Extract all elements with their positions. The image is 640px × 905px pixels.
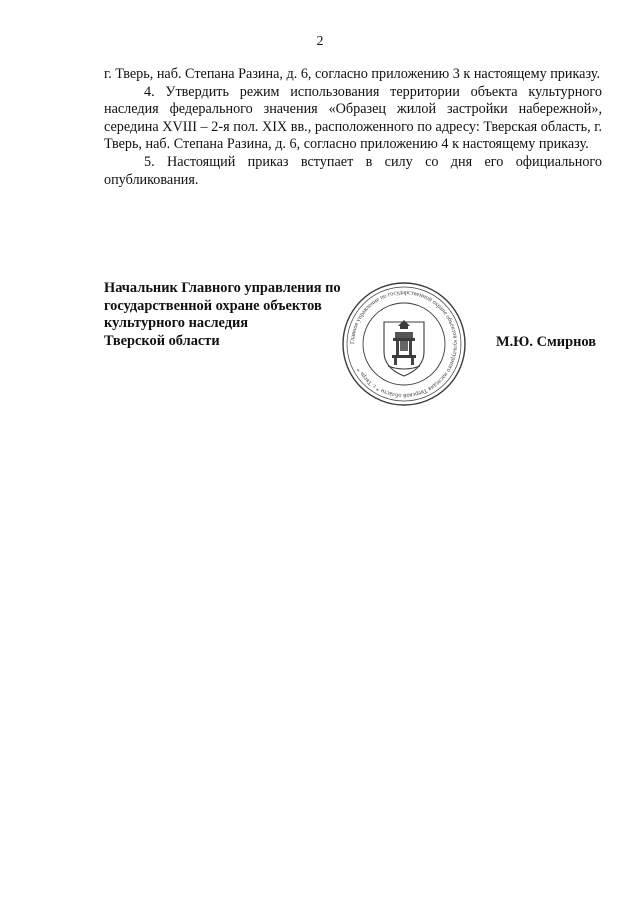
paragraph-item-4: 4. Утвердить режим использования территории объекта культурного наследия федерального значения «Образец жилой застройки набережной», середина XVIII – 2-я пол. XIX вв., расположенного по адресу: Тверская область, г. Тверь, наб. Степана Разина, д. 6, согласно приложению 4 к настоящему приказу. — [104, 83, 602, 153]
paragraph-item-5: 5. Настоящий приказ вступает в силу со дня его официального опубликования. — [104, 153, 602, 188]
signer-title-line: государственной охране объектов — [104, 297, 322, 314]
tver-coat-of-arms-icon — [384, 320, 424, 376]
signer-title-line: культурного наследия — [104, 315, 249, 332]
signer-title-line: Начальник Главного управления по — [104, 280, 341, 296]
signer-title-line: Тверской области — [104, 332, 220, 349]
seal-ring-text: Главное управление по государственной охране объектов культурного наследия Тверской области * г. Тверь * — [348, 288, 460, 400]
page-number: 2 — [316, 34, 324, 49]
seal-graphic — [340, 280, 468, 408]
official-seal — [340, 280, 468, 408]
signer-title — [104, 280, 344, 350]
signer-name: М.Ю. Смирнов — [496, 334, 596, 350]
paragraph-address-continuation: г. Тверь, наб. Степана Разина, д. 6, согласно приложению 3 к настоящему приказу. — [104, 66, 600, 82]
document-body — [104, 66, 602, 189]
